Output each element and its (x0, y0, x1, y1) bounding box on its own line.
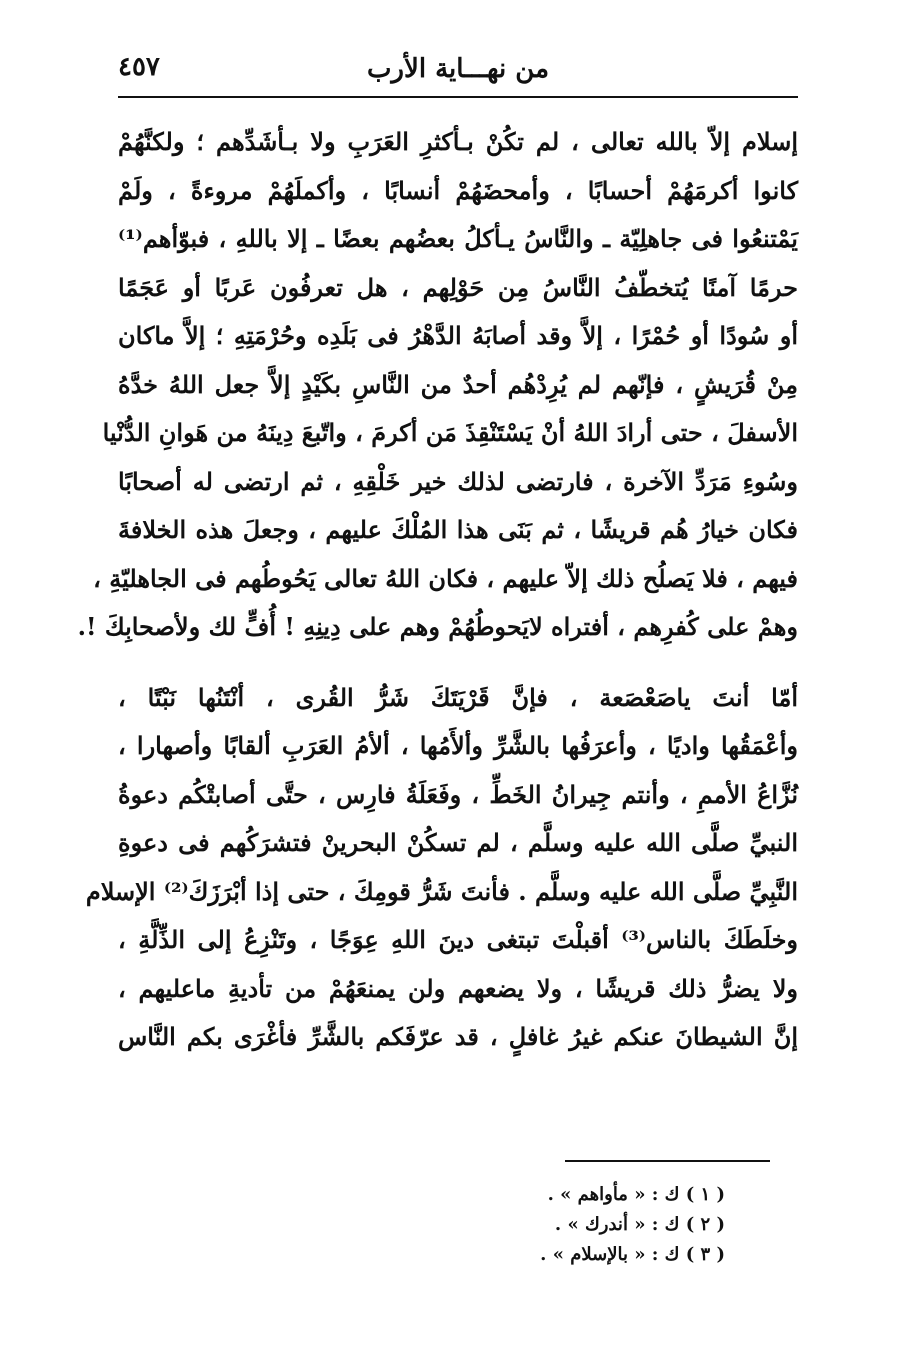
text-line: فيهم ، فلا يَصلُح ذلك إلاّ عليهم ، فكان اللهُ تعالى يَحُوطُهم فى الجاهليّةِ ، (93, 563, 798, 593)
page-header (118, 50, 798, 94)
text-line: أو سُودًا أو حُمْرًا ، إلاَّ وقد أصابَهُ الدَّهْرُ فى بَلَدِه وحُرْمَتِهِ ؛ إلاَّ ماكان (118, 321, 798, 350)
paragraph-gap (118, 652, 798, 674)
text-line: وخلَطَكَ بالناس⁽³⁾ أقبلْتَ تبتغى دينَ اللهِ عِوَجًا ، وتَنْزِعُ إلى الذِّلَّةِ ، (118, 925, 798, 954)
footnote-2: ( ٢ ) ك : « أندرك » . (554, 1214, 725, 1235)
text-line: حرمًا آمنًا يُتخطّفُ النَّاسُ مِن حَوْلِهم ، هل تعرفُون عَربًا أو عَجَمًا (118, 272, 798, 302)
text-line: كانوا أكرمَهُمْ أحسابًا ، وأمحضَهُمْ أنسابًا ، وأكملَهُمْ مروءةً ، ولَمْ (118, 175, 798, 205)
text-line: النَّبِيِّ صلَّى الله عليه وسلَّم . فأنتَ شَرُّ قومِكَ ، حتى إذا أبْرَزَكَ⁽²⁾ الإسلام (85, 876, 798, 906)
text-line: إسلام إلاّ بالله تعالى ، لم تكُنْ بـأكثرِ العَرَبِ ولا بـأشَدِّهم ؛ ولكنَّهُمْ (118, 127, 798, 156)
text-line: إنَّ الشيطانَ عنكم غيرُ غافلٍ ، قد عرّفَكم بالشَّرِّ فأغْرَى بكم النَّاس (118, 1022, 798, 1051)
footnote-3: ( ٣ ) ك : « بالإسلام » . (540, 1244, 725, 1265)
text-line: نُزَّاعُ الأممِ ، وأنتم جِيرانُ الخَطِّ ، وفَعَلَةُ فارِس ، حتَّى أصابتْكُم دعوةُ (118, 779, 798, 809)
text-line: وسُوءِ مَرَدِّ الآخرة ، فارتضى لذلك خير خَلْقِهِ ، ثم ارتضى له أصحابًا (118, 466, 798, 496)
text-line: فكان خيارُ هُم قريشًا ، ثم بَنَى هذا المُلْكَ عليهم ، وجعلَ هذه الخلافةَ (118, 515, 798, 544)
body-text (77, 118, 799, 1062)
running-title: من نهـــاية الأرب (366, 54, 550, 84)
text-line: وهمْ على كُفرِهم ، أفتراه لايَحوطُهُمْ وهم على دِينِهِ ! أُفٍّ لك ولأصحابِكَ !. (77, 612, 798, 641)
text-line: الأسفلَ ، حتى أرادَ اللهُ أنْ يَسْتَنْقِذَ مَن أكرمَ ، واتّبعَ دِينَهُ من هَوانِ الدُّنْيا (102, 418, 798, 447)
header-rule (118, 96, 798, 98)
text-line: أمّا أنتَ ياصَعْصَعة ، فإنَّ قَرْيَتَكَ شَرُّ القُرى ، أنْتَنُها نَبْتًا ، (118, 682, 799, 712)
footnotes (400, 1180, 725, 1270)
page-number: ٤٥٧ (118, 52, 160, 82)
text-line: مِنْ قُرَيشٍ ، فإنّهم لم يُرِدْهُم أحدٌ من النَّاسِ بكَيْدٍ إلاَّ جعل اللهُ خدَّهُ (118, 369, 798, 399)
text-line: ولا يضرُّ ذلك قريشًا ، ولا يضعهم ولن يمنعَهُمْ من تأديةِ ماعليهم ، (118, 973, 798, 1003)
footnote-1: ( ١ ) ك : « مأواهم » . (547, 1184, 725, 1205)
footnote-rule (565, 1160, 770, 1162)
paragraph-2 (85, 674, 799, 1062)
paragraph-1 (77, 118, 798, 652)
text-line: وأعْمَقُها واديًا ، وأعرَفُها بالشَّرِّ وألأَمُها ، ألأمُ العَرَبِ ألقابًا وأصهارا ، (118, 731, 798, 760)
text-line: النبيِّ صلَّى الله عليه وسلَّم ، لم تسكُنْ البحرينْ فتشرَكُهم فى دعوةِ (118, 828, 798, 857)
text-line: يَمْتنعُوا فى جاهلِيّة ـ والنَّاسُ يـأكلُ بعضُهم بعضًا ـ إلا باللهِ ، فبوّأهم⁽¹⁾ (118, 224, 798, 253)
